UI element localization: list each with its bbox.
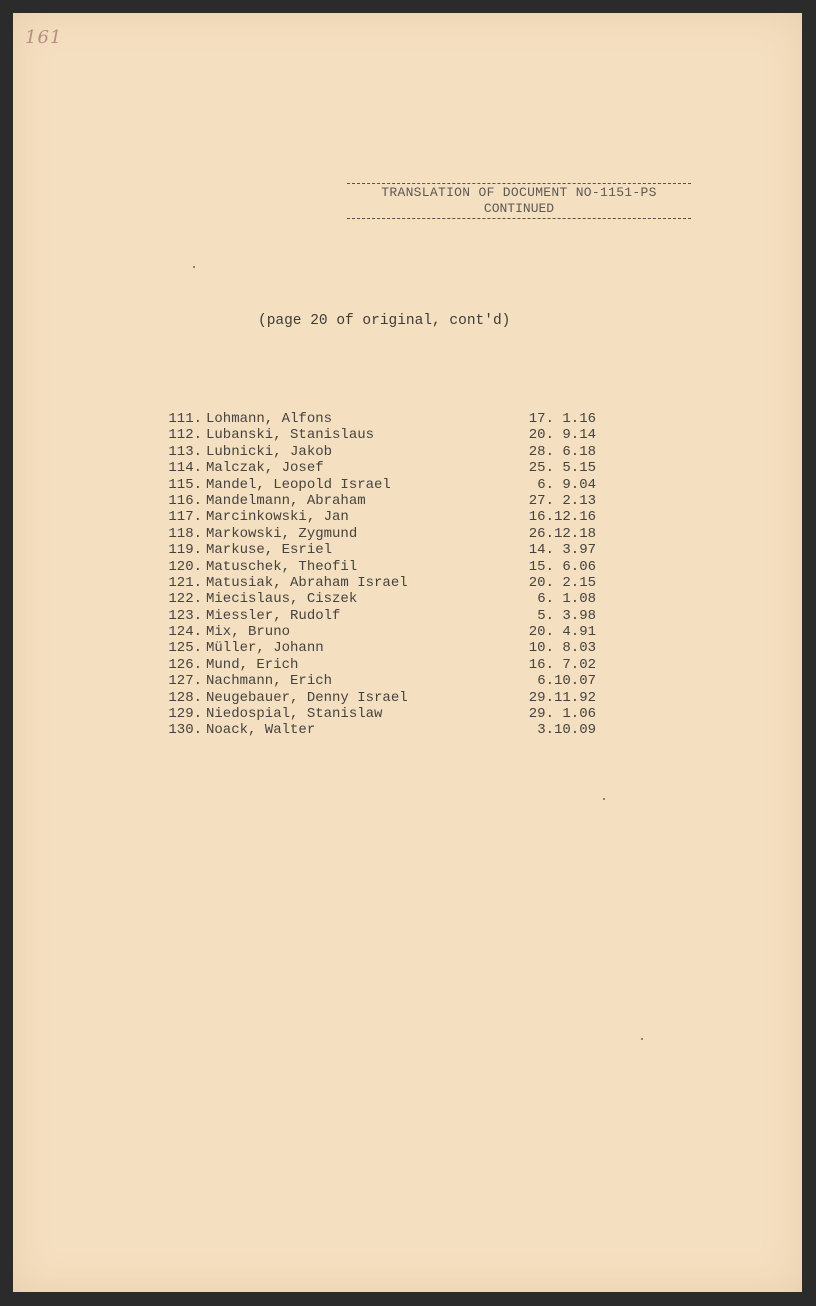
stamp-continued: CONTINUED [483, 201, 555, 216]
list-item [156, 460, 596, 476]
list-item [156, 477, 596, 493]
entry-number: 120. [168, 558, 202, 575]
entry-birth-date: 20. 4.91 [528, 624, 596, 641]
entry-name: Mix, Bruno [206, 624, 291, 641]
list-item [156, 575, 596, 591]
list-item [156, 640, 596, 656]
entry-number: 113. [168, 443, 202, 460]
entry-name: Matuschek, Theofil [206, 558, 358, 575]
entry-birth-date: 27. 2.13 [528, 492, 596, 509]
entry-birth-date: 26.12.18 [528, 525, 596, 542]
list-item [156, 722, 596, 738]
list-item [156, 559, 596, 575]
entry-birth-date: 29. 1.06 [528, 706, 596, 723]
entry-birth-date: 3.10.09 [537, 722, 596, 739]
entry-number: 125. [168, 640, 202, 657]
entry-name: Lubnicki, Jakob [206, 443, 333, 460]
entry-number: 114. [168, 460, 202, 477]
page-reference-heading: (page 20 of original, cont'd) [258, 313, 511, 329]
entry-name: Malczak, Josef [206, 460, 324, 477]
entry-number: 118. [168, 525, 202, 542]
list-item [156, 673, 596, 689]
entry-birth-date: 28. 6.18 [528, 443, 596, 460]
translation-stamp [347, 183, 691, 219]
entry-birth-date: 5. 3.98 [537, 607, 596, 624]
entry-birth-date: 15. 6.06 [528, 558, 596, 575]
document-page [13, 13, 802, 1292]
entry-birth-date: 20. 9.14 [528, 427, 596, 444]
stamp-bottom-rule [347, 218, 691, 219]
entry-name: Nachmann, Erich [206, 673, 333, 690]
entry-birth-date: 14. 3.97 [528, 542, 596, 559]
entry-number: 117. [168, 509, 202, 526]
entry-birth-date: 6.10.07 [537, 673, 596, 690]
entry-name: Miecislaus, Ciszek [206, 591, 358, 608]
entry-name: Marcinkowski, Jan [206, 509, 349, 526]
entry-birth-date: 6. 9.04 [537, 476, 596, 493]
list-item [156, 690, 596, 706]
entry-birth-date: 16. 7.02 [528, 656, 596, 673]
entry-number: 128. [168, 689, 202, 706]
entry-birth-date: 16.12.16 [528, 509, 596, 526]
list-item [156, 493, 596, 509]
entry-name: Mund, Erich [206, 656, 299, 673]
entry-name: Lohmann, Alfons [206, 411, 333, 427]
name-list [156, 411, 596, 739]
entry-name: Miessler, Rudolf [206, 607, 341, 624]
entry-number: 121. [168, 574, 202, 591]
entry-number: 115. [168, 476, 202, 493]
paper-speck [603, 798, 605, 800]
entry-number: 116. [168, 492, 202, 509]
entry-birth-date: 17. 1.16 [528, 411, 596, 427]
list-item [156, 624, 596, 640]
entry-name: Mandel, Leopold Israel [206, 476, 391, 493]
entry-name: Lubanski, Stanislaus [206, 427, 375, 444]
list-item [156, 706, 596, 722]
entry-number: 123. [168, 607, 202, 624]
entry-name: Noack, Walter [206, 722, 316, 739]
entry-number: 129. [168, 706, 202, 723]
entry-name: Müller, Johann [206, 640, 324, 657]
entry-number: 126. [168, 656, 202, 673]
stamp-title: TRANSLATION OF DOCUMENT NO-1151-PS [381, 185, 657, 200]
list-item [156, 657, 596, 673]
entry-name: Mandelmann, Abraham [206, 492, 366, 509]
entry-number: 119. [168, 542, 202, 559]
list-item [156, 591, 596, 607]
list-item [156, 444, 596, 460]
entry-number: 122. [168, 591, 202, 608]
entry-number: 111. [168, 411, 202, 427]
handwritten-page-number: 161 [25, 27, 63, 48]
entry-name: Matusiak, Abraham Israel [206, 574, 408, 591]
list-item [156, 526, 596, 542]
entry-birth-date: 10. 8.03 [528, 640, 596, 657]
entry-number: 130. [168, 722, 202, 739]
entry-number: 127. [168, 673, 202, 690]
entry-birth-date: 29.11.92 [528, 689, 596, 706]
entry-number: 124. [168, 624, 202, 641]
list-item [156, 427, 596, 443]
list-item [156, 411, 596, 427]
list-item [156, 509, 596, 525]
paper-speck [193, 266, 195, 268]
entry-birth-date: 25. 5.15 [528, 460, 596, 477]
entry-name: Niedospial, Stanislaw [206, 706, 383, 723]
entry-name: Neugebauer, Denny Israel [206, 689, 408, 706]
entry-birth-date: 20. 2.15 [528, 574, 596, 591]
entry-name: Markuse, Esriel [206, 542, 333, 559]
entry-name: Markowski, Zygmund [206, 525, 358, 542]
entry-birth-date: 6. 1.08 [537, 591, 596, 608]
entry-number: 112. [168, 427, 202, 444]
list-item [156, 542, 596, 558]
list-item [156, 608, 596, 624]
paper-speck [641, 1038, 643, 1040]
